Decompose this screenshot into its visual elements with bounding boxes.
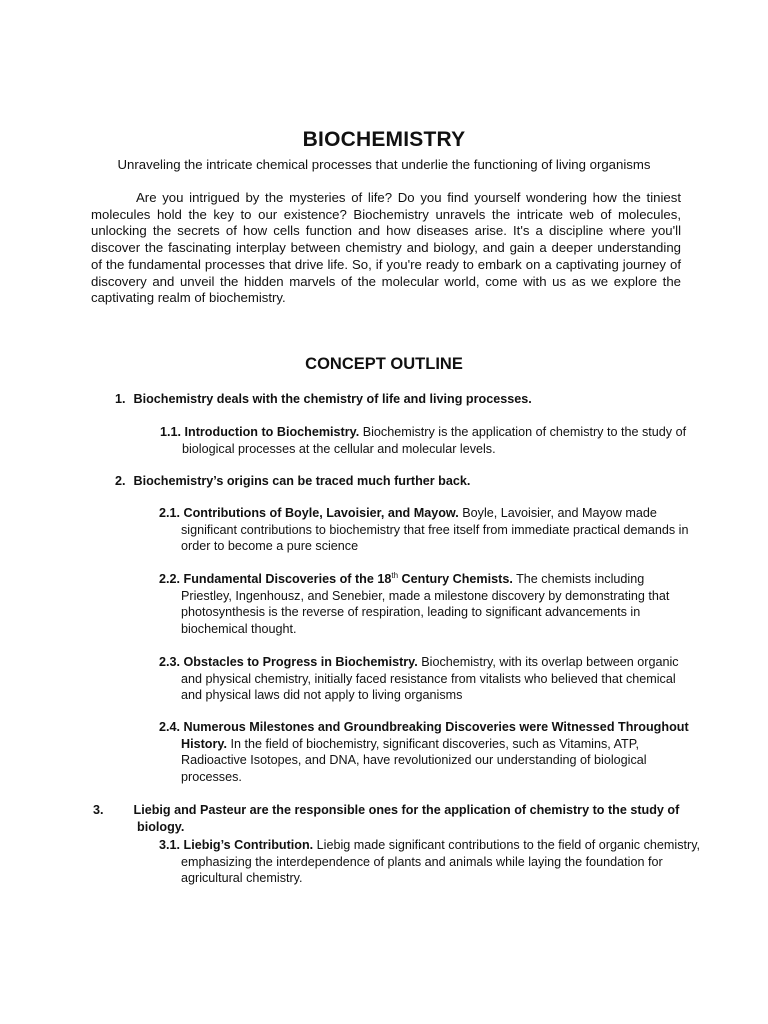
outline-item-3-1	[159, 837, 701, 887]
section-heading: Biochemistry deals with the chemistry of life and living processes.	[133, 392, 532, 406]
ordinal-suffix: th	[391, 570, 399, 580]
outline-section-2	[115, 473, 685, 490]
intro-paragraph: Are you intrigued by the mysteries of life? Do you find yourself wondering how the tiniest molecules hold the key to our existence? Biochemistry unravels the intricate web of molecules, unlocking the secrets of how cells function and how diseases arise. It's a discipline where you'll discover the fascinating interplay between chemistry and biology, and gain a deeper understanding of the fundamental processes that drive life. So, if you're ready to embark on a captivating journey of discovery and unveil the hidden marvels of the molecular world, come with us as we explore the captivating realm of biochemistry.	[91, 190, 681, 306]
item-title-end: Century Chemists.	[401, 572, 513, 586]
item-number: 3.1.	[159, 838, 181, 852]
item-number: 2.1.	[159, 506, 181, 520]
section-heading: Biochemistry’s origins can be traced much further back.	[133, 474, 471, 488]
document-title: BIOCHEMISTRY	[302, 128, 466, 151]
item-body: Biochemistry is the application of chemistry to the study of biological processes at the cellular and molecular levels.	[182, 425, 687, 456]
outline-section-1	[115, 391, 685, 408]
item-body: Liebig made significant contributions to the field of organic chemistry, emphasizing the interdependence of plants and animals while laying the foundation for agricultural chemistry.	[181, 838, 701, 885]
item-body: The chemists including Priestley, Ingenhousz, and Senebier, made a milestone discovery by demonstrating that photosynthesis is the reverse of respiration, leading to significant advancements in biochemical thought.	[181, 572, 670, 636]
item-title: Liebig’s Contribution.	[183, 838, 314, 852]
outline-heading: CONCEPT OUTLINE	[305, 355, 463, 373]
outline-item-1-1	[160, 424, 687, 457]
document-subtitle: Unraveling the intricate chemical processes that underlie the functioning of living organisms	[117, 157, 651, 172]
item-title: Contributions of Boyle, Lavoisier, and Mayow.	[183, 506, 459, 520]
outline-item-2-4	[159, 719, 701, 785]
item-title: Introduction to Biochemistry.	[184, 425, 360, 439]
item-number: 2.2.	[159, 572, 181, 586]
item-title-start: Fundamental Discoveries of the 18	[183, 572, 392, 586]
item-number: 1.1.	[160, 425, 182, 439]
item-number: 2.3.	[159, 655, 181, 669]
outline-item-2-2	[159, 571, 686, 637]
section-number: 3.	[93, 803, 104, 817]
item-body: Biochemistry, with its overlap between organic and physical chemistry, initially faced resistance from vitalists who believed that chemical and physical laws did not apply to living organisms	[181, 655, 679, 702]
item-number: 2.4.	[159, 720, 181, 734]
item-body: In the field of biochemistry, significant discoveries, such as Vitamins, ATP, Radioactive Isotopes, and DNA, have revolutionized our understanding of biological processes.	[181, 736, 647, 784]
section-heading: Liebig and Pasteur are the responsible ones for the application of chemistry to the study of biology.	[133, 803, 680, 834]
item-title: Numerous Milestones and Groundbreaking Discoveries were Witnessed Throughout History.	[181, 720, 689, 751]
outline-item-2-1	[159, 505, 696, 555]
item-body: Boyle, Lavoisier, and Mayow made significant contributions to biochemistry that free itself from immediate practical demands in order to become a pure science	[181, 506, 689, 553]
section-number: 2.	[115, 474, 126, 488]
outline-item-2-3	[159, 654, 693, 704]
item-title: Obstacles to Progress in Biochemistry.	[183, 655, 418, 669]
section-number: 1.	[115, 392, 126, 406]
outline-section-3	[93, 802, 697, 835]
